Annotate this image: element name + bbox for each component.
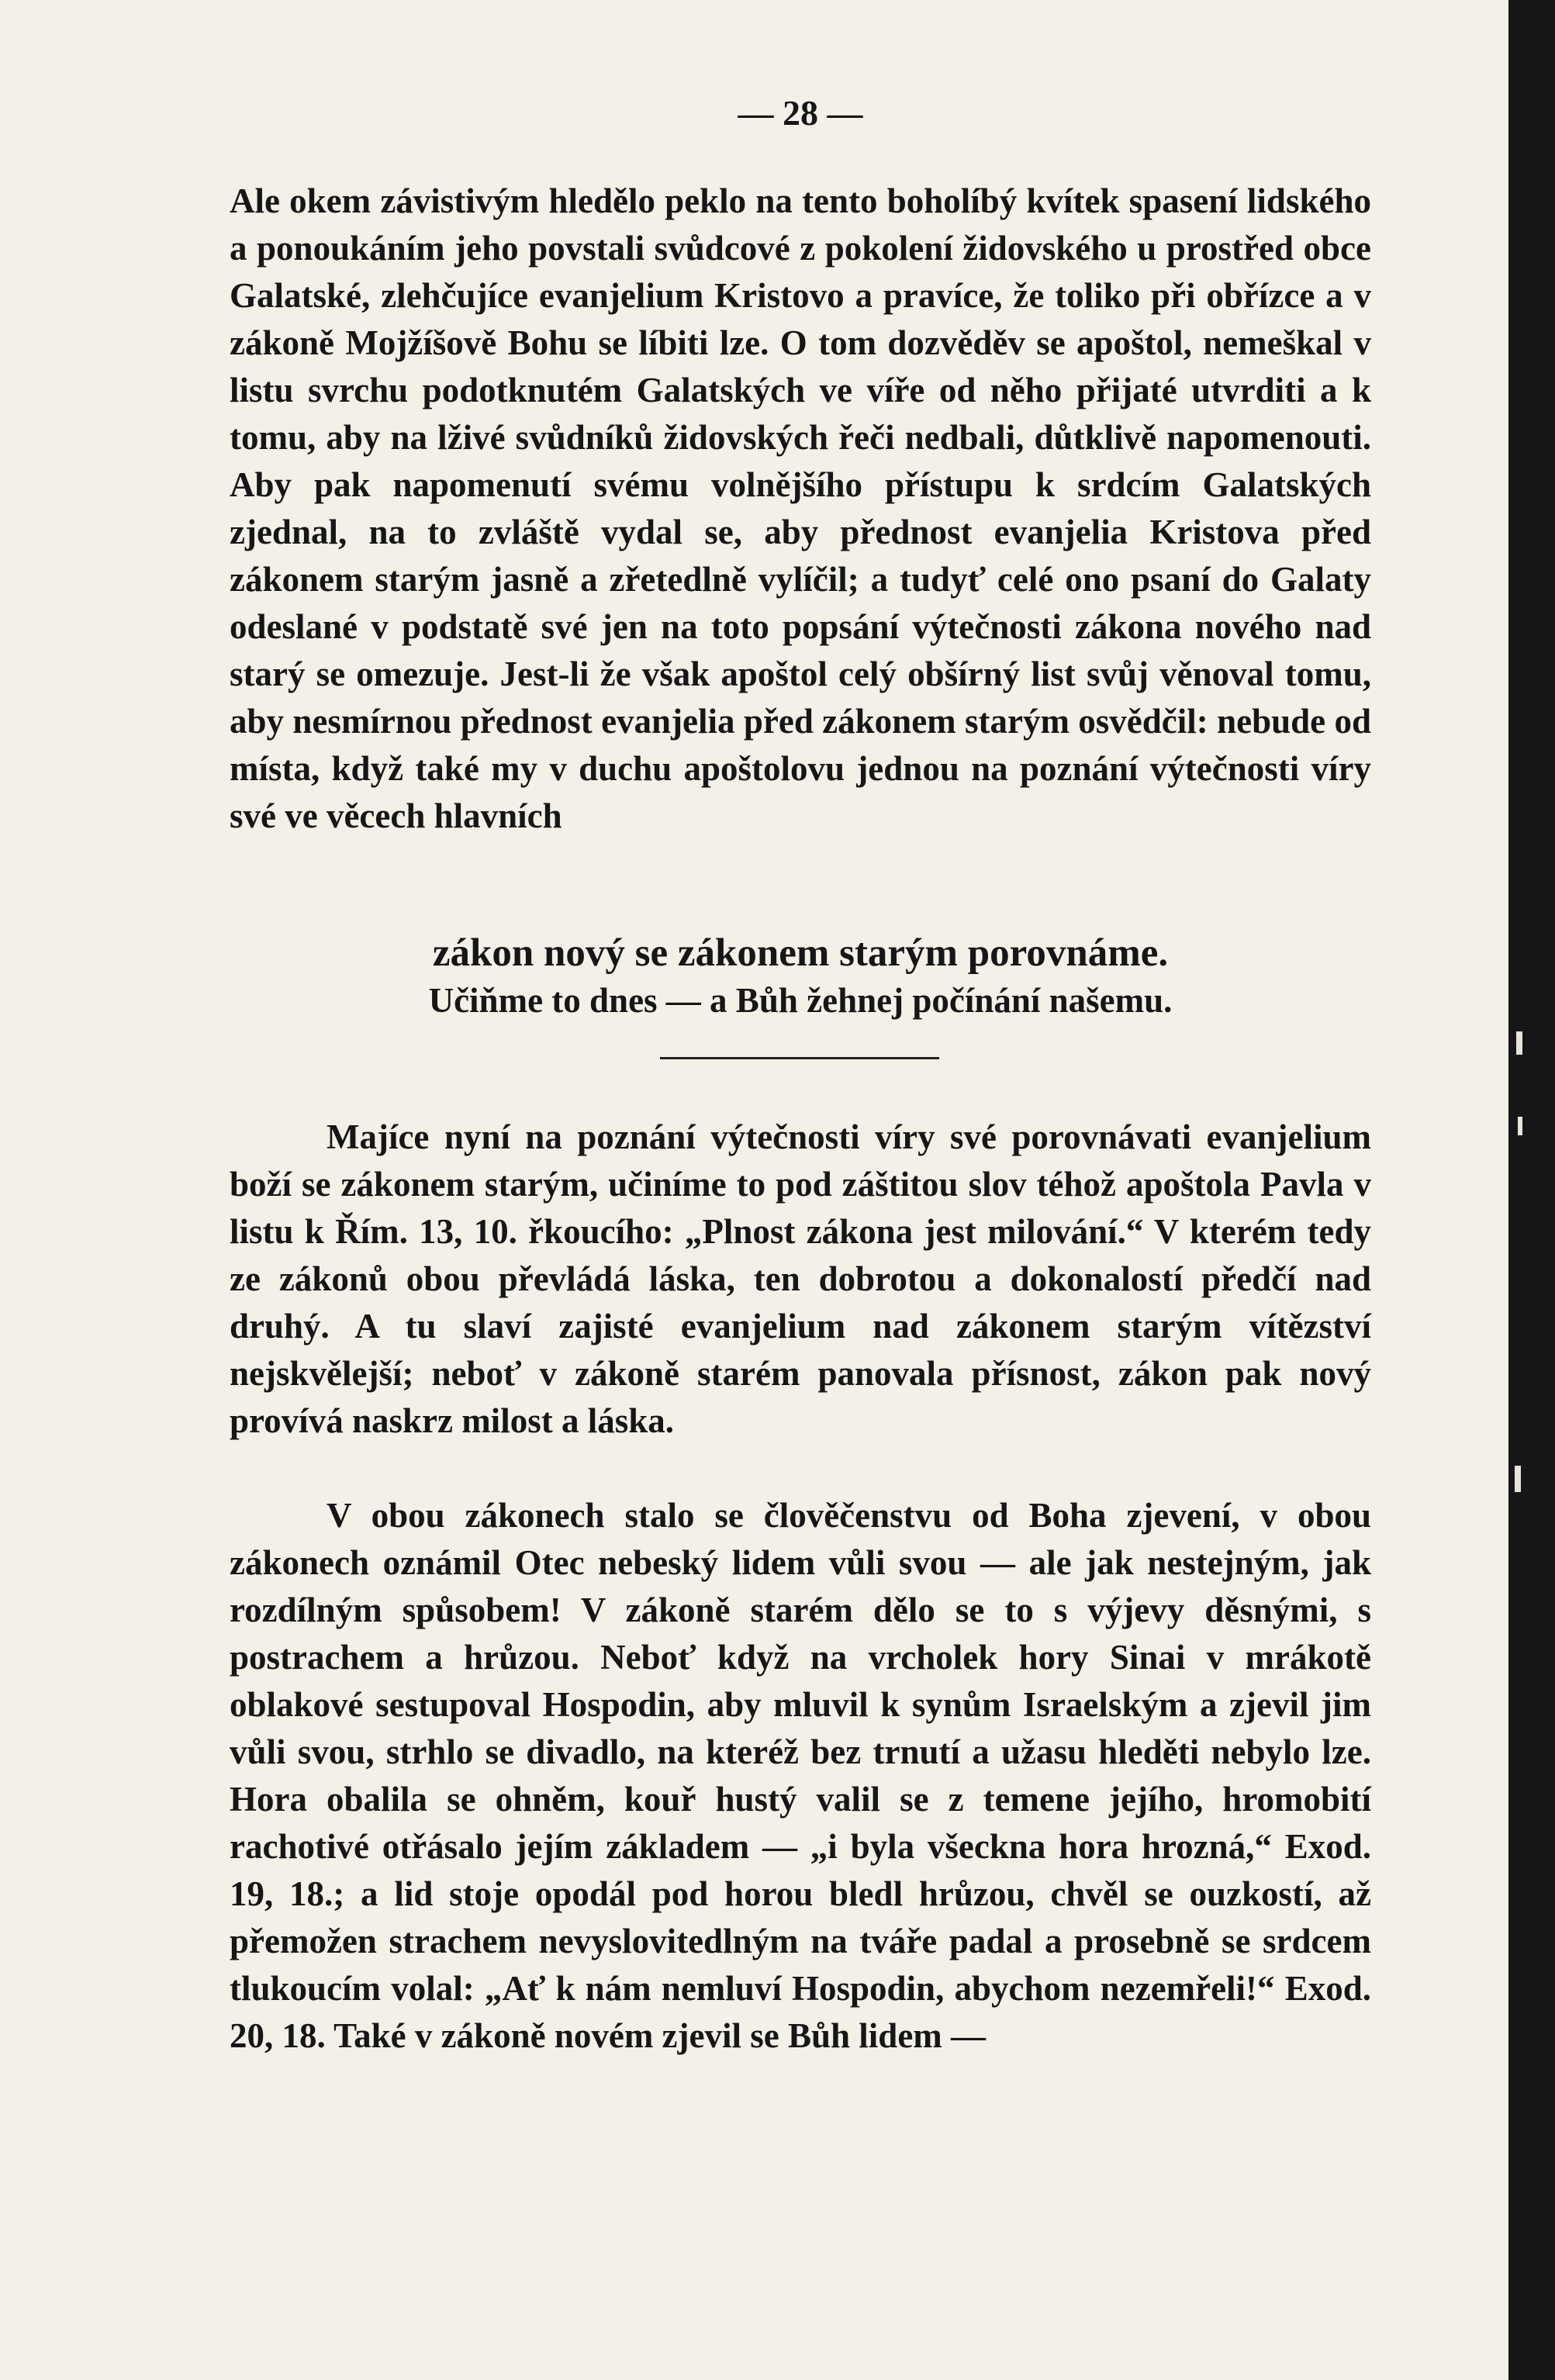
paragraph-third: V obou zákonech stalo se člověčenstvu od Boha zjevení, v obou zákonech oznámil Otec nebeský lidem vůli svou — ale jak nestejným, jak rozdílným spůsobem! V zákoně starém dělo se to s výjevy děsnými, s postrachem a hrůzou. Neboť když na vrcholek hory Sinai v mrákotě oblakové sestupoval Hospodin, aby mluvil k synům Israelským a zjevil jim vůli svou, strhlo se divadlo, na kteréž bez trnutí a užasu hleděti nebylo lze. Hora obalila se ohněm, kouř hustý valil se z temene jejího, hromobití rachotivé otřásalo jejím základem — „i byla všeckna hora hrozná,“ Exod. 19, 18.; a lid stoje opodál pod horou bledl hrůzou, chvěl se ouzkostí, až přemožen strachem nevyslovitedlným na tváře padal a prosebně se srdcem tlukoucím volal: „Ať k nám nemluví Hospodin, abychom nezemřeli!“ Exod. 20, 18. Také v zákoně novém zjevil se Bůh lidem — (230, 1496, 1371, 2055)
section-divider (660, 1057, 939, 1059)
closing-line: Učiňme to dnes — a Bůh žehnej počínání našemu. (428, 981, 1173, 1020)
paragraph-second: Majíce nyní na poznání výtečnosti víry své porovnávati evanjelium boží se zákonem starým, učiníme to pod záštitou slov téhož apoštola Pavla v listu k Řím. 13, 10. řkoucího: „Plnost zákona jest milování.“ V kterém tedy ze zákonů obou převládá láska, ten dobrotou a dokonalostí předčí nad druhý. A tu slaví zajisté evanjelium nad zákonem starým vítězství nejskvělejší; neboť v zákoně starém panovala přísnost, zákon pak nový provívá naskrz milost a láska. (230, 1117, 1371, 1440)
page-number: — 28 — (738, 93, 863, 133)
edge-speck (1516, 1031, 1522, 1055)
page-edge-shadow (1508, 0, 1555, 2380)
section-heading: zákon nový se zákonem starým porovnáme. (432, 931, 1169, 975)
paragraph-intro: Ale okem závistivým hledělo peklo na tento boholíbý kvítek spasení lidského a ponoukáním jeho povstali svůdcové z pokolení židovského u prostřed obce Galatské, zlehčujíce evanjelium Kristovo a pravíce, že toliko při obřízce a v zákoně Mojžíšově Bohu se líbiti lze. O tom dozvěděv se apoštol, nemeškal v listu svrchu podotknutém Galatských ve víře od něho přijaté utvrditi a k tomu, aby na lživé svůdníků židovských řeči nedbali, důtklivě napomenouti. Aby pak napomenutí svému volnějšího přístupu k srdcím Galatských zjednal, na to zvláště vydal se, aby přednost evanjelia Kristova před zákonem starým jasně a zřetedlně vylíčil; a tudyť celé ono psaní do Galaty odeslané v podstatě své jen na toto popsání výtečnosti zákona nového nad starý se omezuje. Jest-li že však apoštol celý obšírný list svůj věnoval tomu, aby nesmírnou přednost evanjelia před zákonem starým osvědčil: nebude od místa, když také my v duchu apoštolovu jednou na poznání výtečnosti víry své ve věcech hlavních (230, 181, 1371, 835)
edge-speck (1518, 1117, 1522, 1135)
edge-speck (1515, 1466, 1521, 1492)
